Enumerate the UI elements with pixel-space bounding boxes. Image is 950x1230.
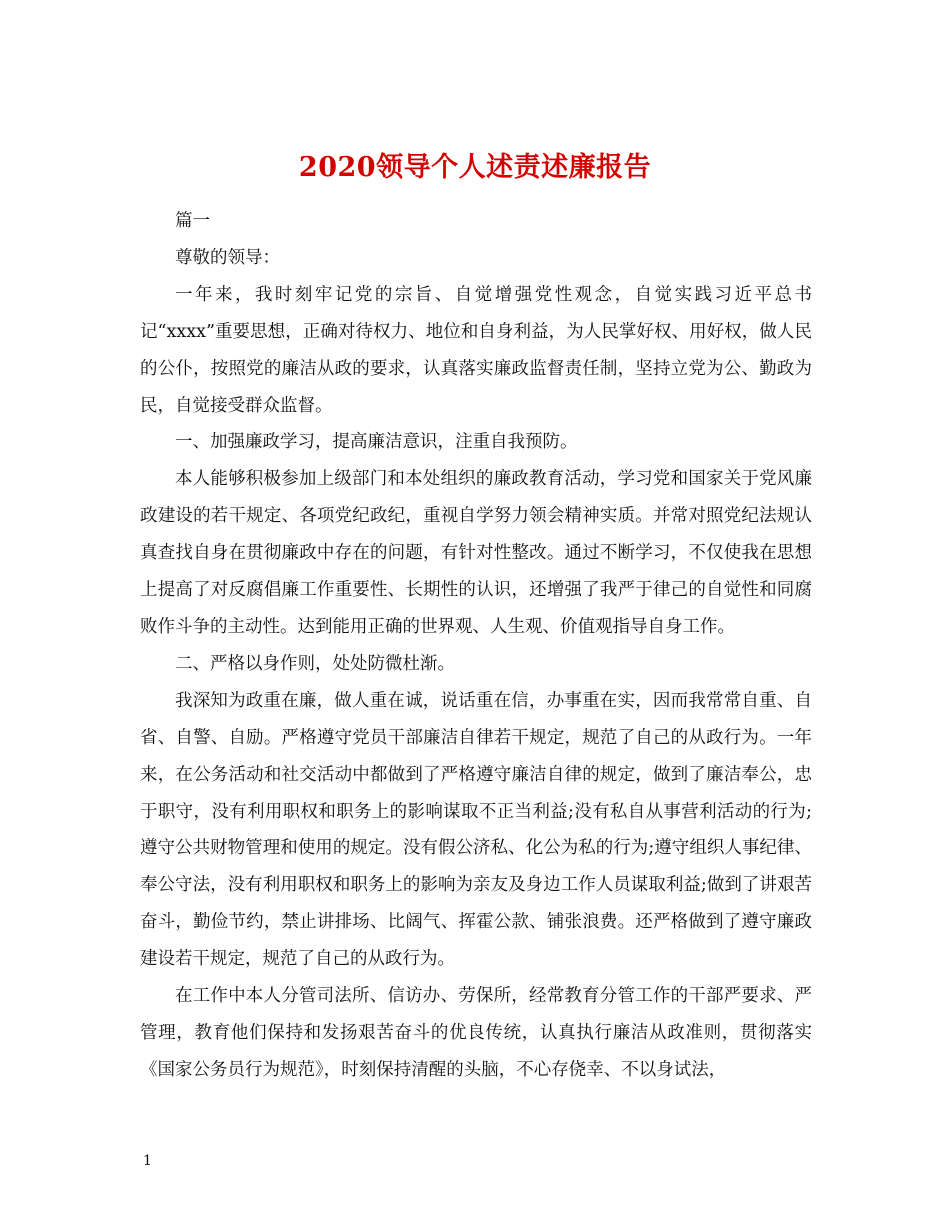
section-label: 篇一: [175, 211, 210, 231]
heading-two: 二、严格以身作则，处处防微杜渐。: [175, 653, 455, 674]
paragraph-study: 本人能够积极参加上级部门和本处组织的廉政教育活动，学习党和国家关于党风廉政建设的若干规定、各项党纪政纪，重视自学努力领会精神实质。并常对照党纪法规认真查找自身在贯彻廉政中存在的问题，有针对性整改。通过不断学习，不仅使我在思想上提高了对反腐倡廉工作重要性、长期性的认识，还增强了我严于律己的自觉性和同腐败作斗争的主动性。达到能用正确的世界观、人生观、价值观指导自身工作。: [140, 469, 812, 637]
paragraph-discipline: 我深知为政重在廉，做人重在诚，说话重在信，办事重在实，因而我常常自重、自省、自警、自励。严格遵守党员干部廉洁自律若干规定，规范了自己的从政行为。一年来，在公务活动和社交活动中都做到了严格遵守廉洁自律的规定，做到了廉洁奉公，忠于职守，没有利用职权和职务上的影响谋取不正当利益;没有私自从事营利活动的行为;遵守公共财物管理和使用的规定。没有假公济私、化公为私的行为;遵守组织人事纪律、奉公守法，没有利用职权和职务上的影响为亲友及身边工作人员谋取利益;做到了讲艰苦奋斗，勤俭节约，禁止讲排场、比阔气、挥霍公款、铺张浪费。还严格做到了遵守廉政建设若干规定，规范了自己的从政行为。: [140, 690, 812, 970]
intro-paragraph: 一年来，我时刻牢记党的宗旨、自觉增强党性观念，自觉实践习近平总书记“xxxx”重要思想，正确对待权力、地位和自身利益，为人民掌好权、用好权，做人民的公仆，按照党的廉洁从政的要求，认真落实廉政监督责任制，坚持立党为公、勤政为民，自觉接受群众监督。: [140, 284, 812, 416]
salutation: 尊敬的领导：: [175, 247, 280, 268]
document-body: [140, 203, 812, 1089]
heading-one: 一、加强廉政学习，提高廉洁意识，注重自我预防。: [175, 432, 578, 453]
paragraph-management: 在工作中本人分管司法所、信访办、劳保所，经常教育分管工作的干部严要求、严管理，教育他们保持和发扬艰苦奋斗的优良传统，认真执行廉洁从政准则，贯彻落实《国家公务员行为规范》，时刻保持清醒的头脑，不心存侥幸、不以身试法，: [140, 986, 812, 1080]
page-number: 1: [143, 1153, 152, 1169]
document-title: 2020领导个人述责述廉报告: [298, 152, 652, 184]
